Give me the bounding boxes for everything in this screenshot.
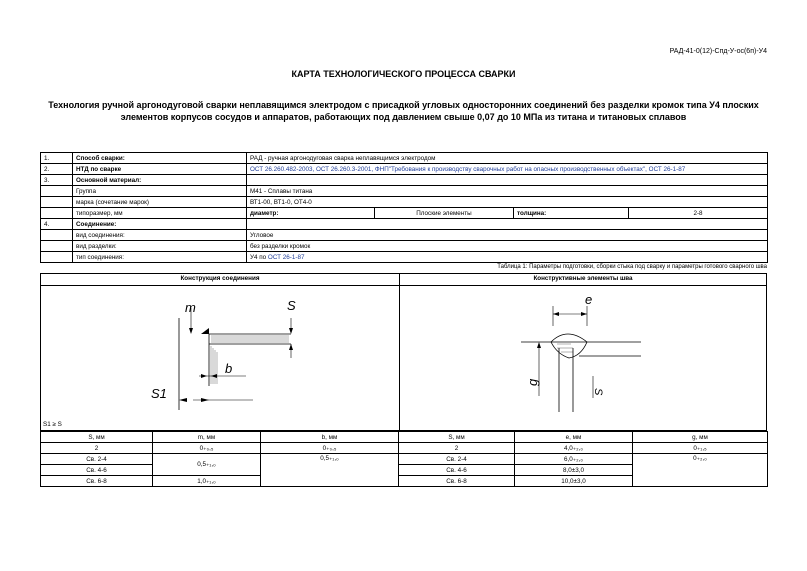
row-label: вид соединения: — [73, 230, 247, 241]
table-cell: 0₊₁,₅ — [633, 443, 768, 454]
row-label: вид разделки: — [73, 241, 247, 252]
row-label: Способ сварки: — [73, 153, 247, 164]
row-value — [247, 175, 768, 186]
document-title: КАРТА ТЕХНОЛОГИЧЕСКОГО ПРОЦЕССА СВАРКИ — [291, 69, 516, 79]
header-cell: m, мм — [153, 432, 261, 443]
params-row — [41, 454, 768, 465]
document-subtitle — [40, 99, 767, 123]
weld-elements-drawing — [511, 286, 651, 421]
label-s1: S1 — [151, 386, 167, 401]
table-cell: Св. 2-4 — [41, 454, 153, 465]
table-cell: 2 — [41, 443, 153, 454]
row-value — [247, 252, 768, 263]
parameters-table — [40, 431, 768, 487]
ost-link[interactable]: ОСТ 26-1-87 — [267, 253, 305, 261]
row-base-material — [41, 175, 768, 186]
table-cell: 1,0₊₁,₀ — [153, 476, 261, 487]
table-cell: 2 — [399, 443, 515, 454]
table-cell: 0,5₊₁,₀ — [153, 454, 261, 476]
row-num: 2. — [41, 164, 73, 175]
row-value: без разделки кромок — [247, 241, 768, 252]
drawing-area — [40, 273, 767, 431]
thickness-label: толщина: — [514, 208, 629, 219]
table-cell: 0₊₀,₅ — [153, 443, 261, 454]
header-cell: S, мм — [399, 432, 515, 443]
left-drawing-header: Конструкция соединения — [180, 275, 260, 282]
header-cell: b, мм — [261, 432, 399, 443]
subtitle-line-2: элементов корпусов сосудов и аппаратов, работающих под давлением свыше 0,07 до 10 МПа из титана и титановых сплавов — [120, 112, 687, 122]
header-cell: S, мм — [41, 432, 153, 443]
table-cell: 8,0±3,0 — [515, 465, 633, 476]
row-group — [41, 186, 768, 197]
table-cell: Св. 4-6 — [41, 465, 153, 476]
row-value: Угловое — [247, 230, 768, 241]
table-cell: 10,0±3,0 — [515, 476, 633, 487]
table-cell: Св. 2-4 — [399, 454, 515, 465]
row-label: марка (сочетание марок) — [73, 197, 247, 208]
right-drawing-header: Конструктивные элементы шва — [533, 275, 633, 282]
label-m: m — [185, 300, 196, 315]
label-s-right: S — [592, 388, 604, 396]
diameter-value: Плоские элементы — [375, 208, 514, 219]
table-cell: 6,0₊₂,₀ — [515, 454, 633, 465]
table-cell: 4,0₊₂,₀ — [515, 443, 633, 454]
row-label: Группа — [73, 186, 247, 197]
row-value — [247, 219, 768, 230]
params-header-row — [41, 432, 768, 443]
table-cell: 0₊₂,₀ — [633, 454, 768, 487]
row-label: типоразмер, мм — [73, 208, 247, 219]
row-welding-method — [41, 153, 768, 164]
row-connection — [41, 219, 768, 230]
table-cell: 0,5₊₁,₀ — [261, 454, 399, 487]
row-size — [41, 208, 768, 219]
row-value: М41 - Сплавы титана — [247, 186, 768, 197]
row-ntd — [41, 164, 768, 175]
s1-note: S1 ≥ S — [43, 421, 62, 428]
row-num: 4. — [41, 219, 73, 230]
params-row — [41, 443, 768, 454]
row-value: РАД - ручная аргонодуговая сварка неплавящимся электродом — [247, 153, 768, 164]
document-code: РАД-41-0(12)-Спд-У-ос(6п)-У4 — [669, 48, 767, 55]
table-cell: Св. 6-8 — [41, 476, 153, 487]
row-num: 1. — [41, 153, 73, 164]
table-caption: Таблица 1: Параметры подготовки, сборки стыка под сварку и параметры готового сварного шва — [497, 264, 767, 270]
ntd-link[interactable]: ОСТ 26.260.482-2003, ОСТ 26.260.3-2001, ФНП"Требования к производству сварочных работ на опасных производственных объектах", ОСТ 26-1-87 — [247, 164, 768, 175]
subtitle-line-1: Технология ручной аргонодуговой сварки неплавящимся электродом с присадкой угловых односторонних соединений без разделки кромок типа У4 плоских — [48, 100, 759, 110]
process-table — [40, 152, 768, 263]
thickness-value: 2-8 — [629, 208, 768, 219]
label-s: S — [287, 298, 296, 313]
row-connection-kind — [41, 230, 768, 241]
row-value: ВТ1-00, ВТ1-0, ОТ4-0 — [247, 197, 768, 208]
row-label: Соединение: — [73, 219, 247, 230]
header-cell: e, мм — [515, 432, 633, 443]
joint-construction-drawing — [141, 288, 301, 418]
label-g: g — [525, 378, 540, 386]
row-label: НТД по сварке — [73, 164, 247, 175]
conn-type-prefix: У4 по — [250, 253, 268, 261]
row-connection-type — [41, 252, 768, 263]
row-label: Основной материал: — [73, 175, 247, 186]
row-edge-prep — [41, 241, 768, 252]
header-cell: g, мм — [633, 432, 768, 443]
row-grade — [41, 197, 768, 208]
table-cell: Св. 4-6 — [399, 465, 515, 476]
table-cell: Св. 6-8 — [399, 476, 515, 487]
row-num: 3. — [41, 175, 73, 186]
label-b: b — [225, 361, 233, 376]
row-label: тип соединения: — [73, 252, 247, 263]
diameter-label: диаметр: — [247, 208, 375, 219]
table-cell: 0₊₀,₅ — [261, 443, 399, 454]
label-e: e — [585, 292, 593, 307]
